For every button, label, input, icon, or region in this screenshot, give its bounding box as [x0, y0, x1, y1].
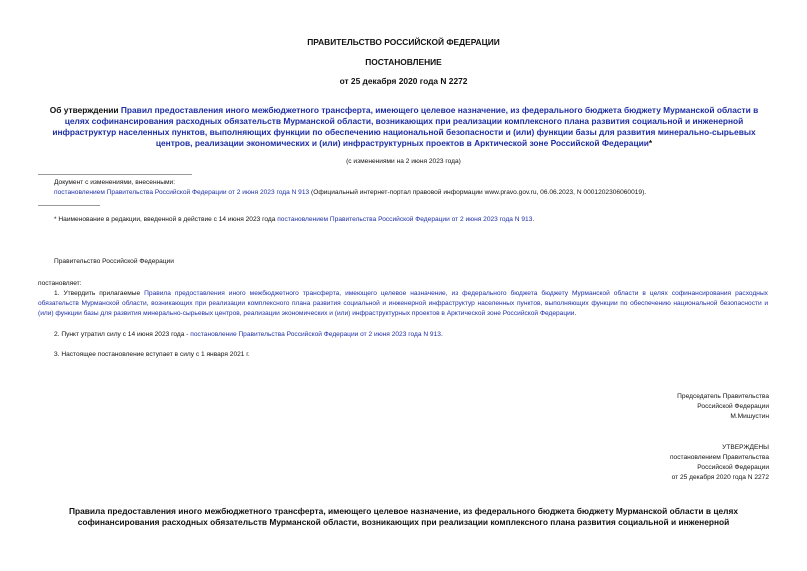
footnote-text: * Наименование в редакции, введенной в действие с 14 июня 2023 года — [54, 216, 278, 223]
doc-date-number: от 25 декабря 2020 года N 2272 — [339, 76, 468, 86]
item-2-end: . — [440, 331, 443, 338]
amendment-note: (с изменениями на 2 июня 2023 года) — [346, 158, 461, 165]
item-2-prefix: 2. Пункт утратил силу с 14 июня 2023 года - — [54, 331, 191, 338]
footnote-link[interactable]: постановлением Правительства Российской Федерации от 2 июня 2023 года N 913 — [277, 216, 533, 223]
changes-label: Документ с изменениями, внесенными: — [54, 179, 176, 186]
rules-title: Правила предоставления иного межбюджетного трансферта, имеющего целевое назначение, из федерального бюджета бюджету Мурманской области в целях софинансирования расходных обязательств Мурманской области, возникающих при реализации комплексного плана развития социальной и инженерной — [68, 506, 739, 527]
changes-tail: (Официальный интернет-портал правовой информации www.pravo.gov.ru, 06.06.2023, N 0001202306060019). — [309, 189, 647, 196]
item-1-prefix: 1. Утвердить прилагаемые — [54, 290, 145, 297]
government-heading: ПРАВИТЕЛЬСТВО РОССИЙСКОЙ ФЕДЕРАЦИИ — [307, 37, 500, 47]
divider — [38, 174, 192, 175]
title-rules-link[interactable]: Правил предоставления иного межбюджетного трансферта, имеющего целевое назначение, из федерального бюджета бюджету Мурманской области в целях софинансирования расходных обязательств Мурманской области, возникающих при реализации комплексного плана развития социальной и инженерной инфраструктур населенных пунктов, выполняющих функции по обеспечению национальной безопасности и (или) функции базы для развития минерально-сырьевых центров, реализации экономических и (или) инфраструктурных проектов в Арктической зоне Российской Федерации — [52, 105, 759, 148]
item-3: 3. Настоящее постановление вступает в силу с 1 января 2021 г. — [54, 351, 250, 358]
item-1-rules-link[interactable]: Правила предоставления иного межбюджетного трансферта, имеющего целевое назначение, из федерального бюджета бюджету Мурманской области в целях софинансирования расходных обязательств Мурманской области, возникающих при реализации комплексного плана развития социальной и инженерной инфраструктур населенных пунктов, выполняющих функции по обеспечению национальной безопасности и (или) функции базы для развития минерально-сырьевых центров, реализации экономических и (или) инфраструктурных проектов в Арктической зоне Российской Федерации — [38, 290, 768, 317]
approved-by: постановлением Правительства — [669, 454, 769, 461]
item-1 — [38, 289, 768, 319]
signature-block — [469, 392, 769, 422]
resolves-line: постановляет: — [38, 280, 82, 287]
doc-type-heading: ПОСТАНОВЛЕНИЕ — [365, 57, 442, 67]
item-2-link[interactable]: постановление Правительства Российской Федерации от 2 июня 2023 года N 913 — [190, 331, 441, 338]
footnote — [54, 215, 774, 225]
item-1-end: . — [574, 310, 577, 317]
changes-link[interactable]: постановлением Правительства Российской Федерации от 2 июня 2023 года N 913 — [54, 189, 310, 196]
title-suffix: * — [648, 138, 653, 148]
signature-country: Российской Федерации — [697, 403, 769, 410]
divider — [38, 205, 100, 206]
item-2 — [54, 330, 774, 340]
signature-title: Председатель Правительства — [677, 393, 769, 400]
approved-date: от 25 декабря 2020 года N 2272 — [671, 474, 769, 481]
approved-label: УТВЕРЖДЕНЫ — [722, 444, 769, 451]
footnote-end: . — [532, 216, 535, 223]
document-title — [48, 105, 760, 149]
approved-block — [469, 443, 769, 483]
changes-entry — [54, 188, 774, 198]
signature-name: М.Мишустин — [730, 413, 769, 420]
title-prefix: Об утверждении — [49, 105, 121, 115]
changes-block — [54, 178, 774, 198]
government-line: Правительство Российской Федерации — [54, 258, 174, 265]
approved-country: Российской Федерации — [697, 464, 769, 471]
